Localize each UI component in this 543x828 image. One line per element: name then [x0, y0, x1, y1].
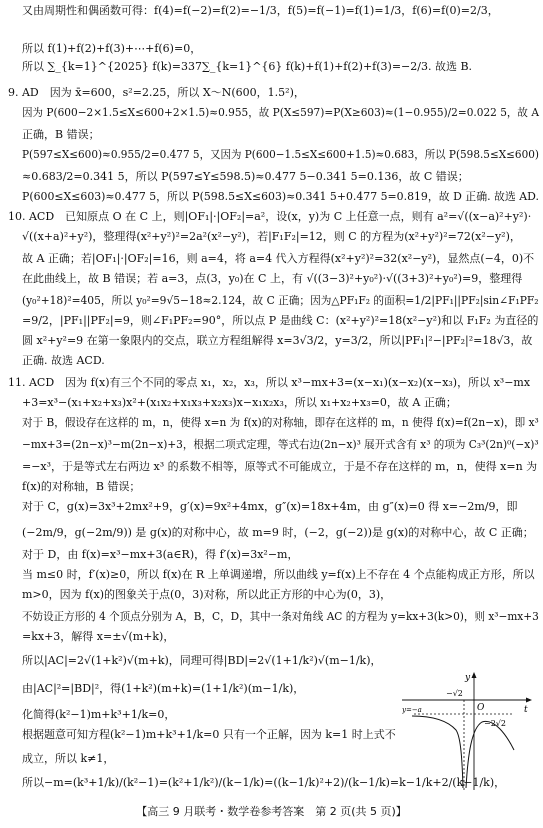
- answer-line: 对于 C，g(x)=3x³+2mx²+9，g′(x)=9x²+4mx，g″(x)=18x+4m，由 g″(x)=0 得 x=−2m/9，即: [22, 500, 518, 513]
- answer-line: 在此曲线上，故 B 错误；若 a=3，点(3，y₀)在 C 上，有 √((3−3)²+y₀²)·√((3+3)²+y₀²)=9，整理得: [22, 272, 523, 285]
- answer-line: −mx+3=(2n−x)³−m(2n−x)+3，根据二项式定理，等式右边(2n−x)³ 展开式含有 x³ 的项为 C₃³(2n)⁰(−x)³: [22, 438, 539, 451]
- answer-line: ≈0.683/2=0.341 5，所以 P(597≤Y≤598.5)≈0.477 5−0.341 5=0.136，故 C 错误；: [22, 170, 469, 183]
- answer-line: =−x³，于是等式左右两边 x³ 的系数不相等，原等式不可能成立，于是不存在这样的 m，n，使得 x=n 为: [22, 460, 538, 473]
- answer-line: 所以|AC|=2√(1+k²)√(m+k)，同理可得|BD|=2√(1+1/k²)√(m−1/k)，: [22, 654, 382, 667]
- answer-line: 正确. 故选 ACD.: [22, 354, 105, 367]
- answer-line: (−2m/9，g(−2m/9)) 是 g(x)的对称中心，故 m=9 时，(−2，g(−2))是 g(x)的对称中心，故 C 正确；: [22, 526, 534, 539]
- answer-line: =9/2，|PF₁||PF₂|=9，则∠F₁PF₂=90°，所以点 P 是曲线 C：(x²+y²)²=18(x²−y²)和以 F₁F₂ 为直径的: [22, 314, 539, 327]
- answer-line: f(x)的对称轴，B 错误；: [22, 480, 141, 493]
- t-axis-arrow: [526, 698, 532, 703]
- answer-line: +3=x³−(x₁+x₂+x₃)x²+(x₁x₂+x₁x₃+x₂x₃)x−x₁x₂x₃，所以 x₁+x₂+x₃=0，故 A 正确；: [22, 396, 457, 409]
- answer-line: 所以 ∑_{k=1}^{2025} f(k)=337∑_{k=1}^{6} f(k)+f(1)+f(2)+f(3)=−2/3. 故选 B.: [22, 60, 473, 73]
- label-neg-sqrt2: −√2: [446, 689, 463, 698]
- answer-line: 化简得(k²−1)m+k³+1/k=0，: [22, 708, 176, 721]
- answer-line: 正确，B 错误；: [22, 128, 100, 141]
- answer-line: (y₀²+18)²=405，所以 y₀²=9√5−18≈2.124，故 C 正确；因为△PF₁F₂ 的面积=1/2|PF₁||PF₂|sin∠F₁PF₂: [22, 294, 539, 307]
- answer-line: 圆 x²+y²=9 在第一象限内的交点，联立方程组解得 x=3√3/2，y=3/2，所以|PF₁|²−|PF₂|²=18√3，故: [22, 334, 533, 347]
- answer-line: 成立，所以 k≠1，: [22, 752, 115, 765]
- answer-line: m>0，因为 f(x)的图象关于点(0，3)对称，所以此正方形的中心为(0，3)，: [22, 588, 392, 601]
- label-axis-t: t: [524, 705, 528, 715]
- label-neg-2sqrt2: −2√2: [484, 719, 506, 728]
- answer-line: 根据题意可知方程(k²−1)m+k³+1/k=0 只有一个正解，因为 k=1 时上式不: [22, 728, 396, 741]
- answer-line: 对于 D，由 f(x)=x³−mx+3(a∈R)，得 f′(x)=3x²−m，: [22, 548, 299, 561]
- answer-line: 故 A 正确；若|OF₁|·|OF₂|=16，则 a=4，将 a=4 代入方程得(x²+y²)²=32(x²−y²)，显然点(−4，0)不: [22, 252, 535, 265]
- y-axis-arrow: [472, 672, 477, 678]
- answer-line: 所以−m=(k³+1/k)/(k²−1)=(k²+1/k²)/(k−1/k)=((k−1/k)²+2)/(k−1/k)=k−1/k+2/(k−1/k)，: [22, 776, 506, 789]
- answer-line: 当 m≤0 时，f′(x)≥0，所以 f(x)在 R 上单调递增，所以曲线 y=f(x)上不存在 4 个点能构成正方形，所以: [22, 568, 535, 581]
- answer-line: P(597≤X≤600)≈0.955/2=0.477 5，又因为 P(600−1.5≤X≤600+1.5)≈0.683，所以 P(598.5≤X≤600): [22, 148, 539, 161]
- answer-line: 又由周期性和偶函数可得：f(4)=f(−2)=f(2)=−1/3，f(5)=f(−1)=f(1)=1/3，f(6)=f(0)=2/3，: [22, 4, 499, 17]
- answer-line: =kx+3，解得 x=±√(m+k)，: [22, 630, 175, 643]
- answer-line: 9. AD 因为 x̄=600，s²=2.25，所以 X～N(600，1.5²)，: [8, 86, 305, 99]
- answer-line: 所以 f(1)+f(2)+f(3)+⋯+f(6)=0，: [22, 42, 202, 55]
- curve-right-branch: [466, 721, 514, 788]
- answer-line: 10. ACD 已知原点 O 在 C 上，则|OF₁|·|OF₂|=a²，设(x，y)为 C 上任意一点，则有 a²=√((x−a)²+y²)·: [8, 210, 532, 223]
- answer-line: 不妨设正方形的 4 个顶点分别为 A，B，C，D，其中一条对角线 AC 的方程为 y=kx+3(k>0)，则 x³−mx+3: [22, 610, 539, 623]
- answer-line: 由|AC|²=|BD|²，得(1+k²)(m+k)=(1+1/k²)(m−1/k)，: [22, 682, 305, 695]
- curve-left-branch: [412, 716, 463, 788]
- answer-line: 对于 B，假设存在这样的 m，n，使得 x=n 为 f(x)的对称轴，即存在这样的 m，n 使得 f(x)=f(2n−x)，即 x³: [22, 416, 539, 429]
- label-axis-y: y: [465, 673, 471, 683]
- answer-line: 因为 P(600−2×1.5≤X≤600+2×1.5)≈0.955，故 P(X≤597)=P(X≥603)≈(1−0.955)/2=0.022 5，故 A: [22, 106, 539, 119]
- answer-line: √((x+a)²+y²)，整理得(x²+y²)²=2a²(x²−y²)，若|F₁F₂|=12，则 C 的方程为(x²+y²)²=72(x²−y²)，: [22, 230, 521, 243]
- answer-line: P(600≤X≤603)≈0.477 5，所以 P(598.5≤X≤603)≈0.341 5+0.477 5=0.819，故 D 正确. 故选 AD.: [22, 190, 539, 203]
- answer-line: 11. ACD 因为 f(x)有三个不同的零点 x₁，x₂，x₃，所以 x³−mx+3=(x−x₁)(x−x₂)(x−x₃)，所以 x³−mx: [8, 376, 531, 389]
- label-origin: O: [477, 703, 485, 713]
- label-y-eq-neg-a: y=−a: [402, 706, 422, 714]
- page-footer: 【高三 9 月联考・数学卷参考答案 第 2 页(共 5 页)】: [136, 805, 407, 818]
- function-graph: [402, 672, 532, 792]
